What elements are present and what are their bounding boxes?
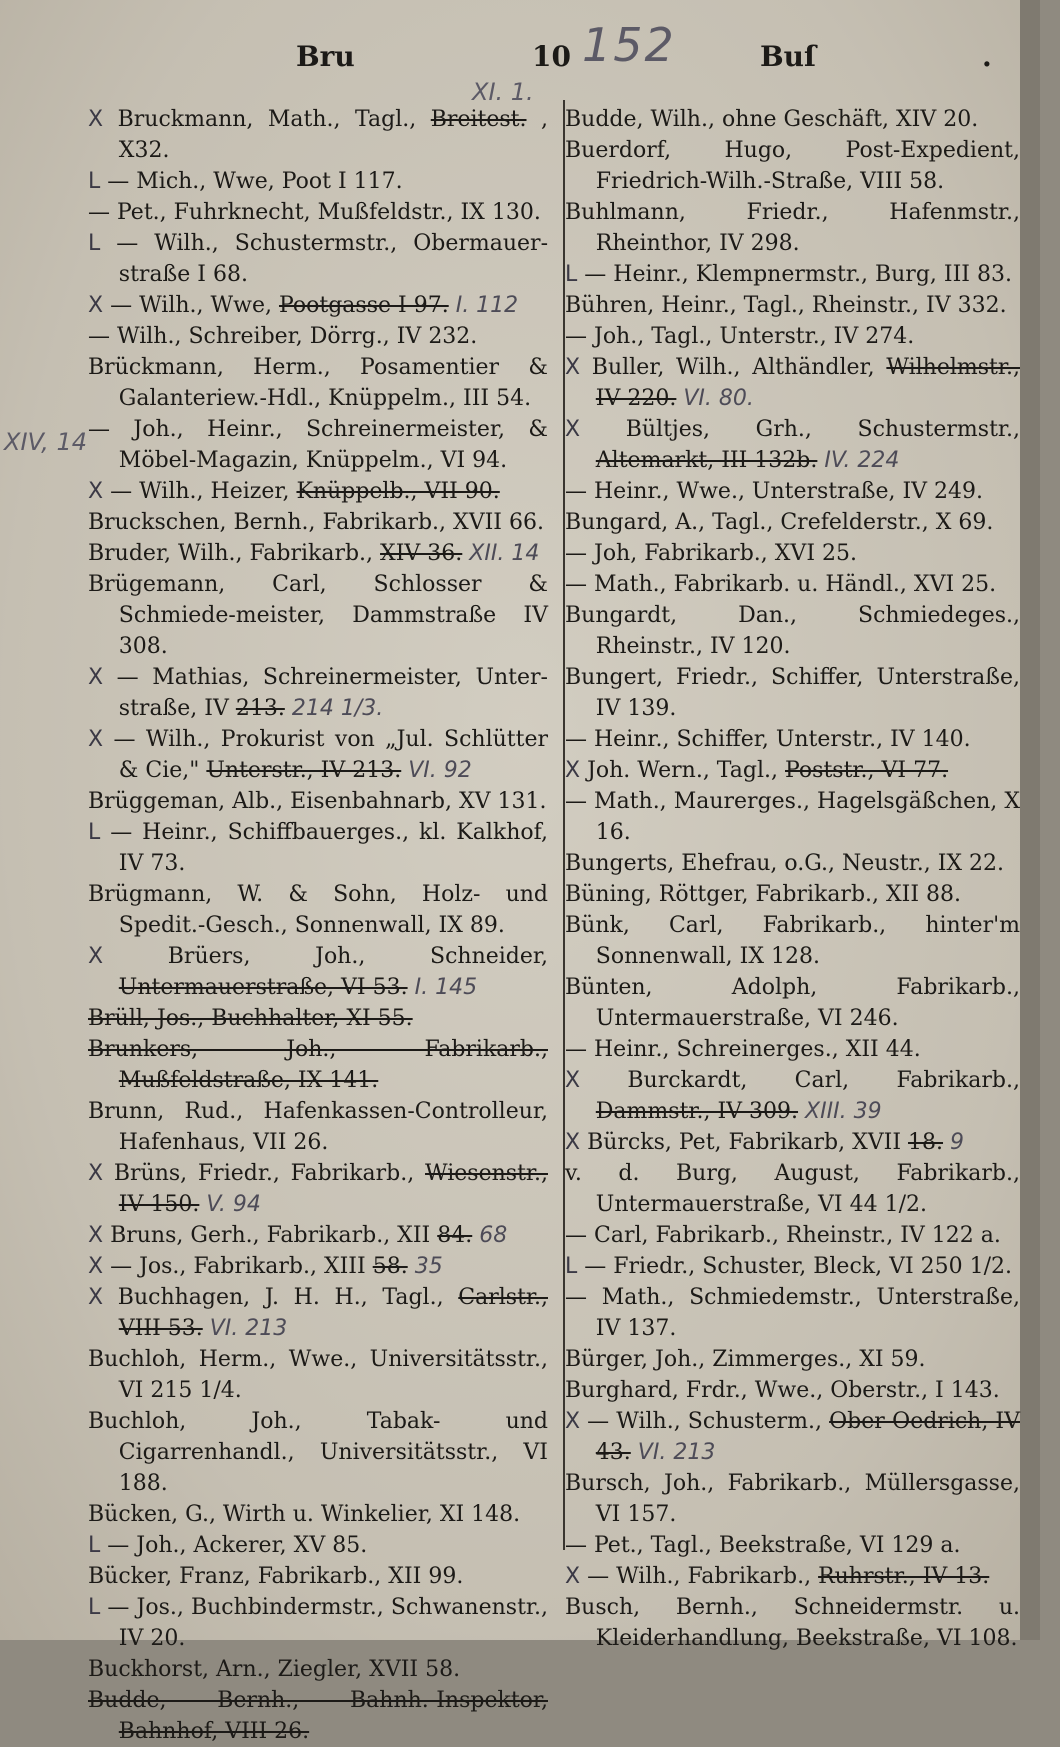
- directory-entry: [88, 1561, 548, 1592]
- directory-entry: [565, 848, 1020, 879]
- directory-entry: [565, 786, 1020, 848]
- entry-text: — Wilh., Schreiber, Dörrg., IV 232.: [88, 324, 478, 349]
- entry-mark: X: [88, 665, 104, 690]
- directory-entry: [88, 1096, 548, 1158]
- entry-text: Bünk, Carl, Fabrikarb., hinter'm Sonnenwall, IX 128.: [565, 913, 1020, 969]
- entry-text: Büning, Röttger, Fabrikarb., XII 88.: [565, 882, 962, 907]
- entry-text: — Pet., Tagl., Beekstraße, VI 129 a.: [565, 1533, 961, 1558]
- entry-text: Brüers, Joh., Schneider,: [167, 944, 548, 969]
- entry-struck-text: Altemarkt, III 132b.: [595, 448, 818, 473]
- entry-text: Brüns, Friedr., Fabrikarb.,: [113, 1161, 415, 1186]
- entry-text: Buhlmann, Friedr., Hafenmstr., Rheinthor, IV 298.: [565, 200, 1020, 256]
- entry-text: Bungert, Friedr., Schiffer, Unterstraße, IV 139.: [565, 665, 1020, 721]
- entry-note: VI. 80.: [683, 386, 754, 411]
- entry-text: — Joh., Heinr., Schreinermeister, & Möbel-Magazin, Knüppelm., VI 94.: [88, 417, 548, 473]
- directory-entry: [88, 1158, 548, 1220]
- entry-note: I. 145: [414, 975, 478, 1000]
- entry-text: — Wilh., Schustermstr., Obermauer-straße I 68.: [116, 231, 548, 287]
- entry-mark: L: [88, 231, 101, 256]
- entry-text: — Friedr., Schuster, Bleck, VI 250 1/2.: [584, 1254, 1013, 1279]
- header-right-keyword: Buſ: [760, 40, 817, 73]
- directory-entry: [88, 1003, 548, 1034]
- entry-mark: X: [565, 1130, 581, 1155]
- directory-entry: [565, 600, 1020, 662]
- directory-entry: [565, 569, 1020, 600]
- directory-entry: [88, 1034, 548, 1096]
- entry-struck-text: Brüll, Jos., Buchhalter, XI 55.: [88, 1006, 413, 1031]
- entry-struck-text: Poststr., VI 77.: [785, 758, 949, 783]
- entry-mark: X: [88, 479, 104, 504]
- entry-text: — Heinr., Schiffer, Unterstr., IV 140.: [565, 727, 971, 752]
- entry-text: Bungerts, Ehefrau, o.G., Neustr., IX 22.: [565, 851, 1005, 876]
- entry-note: 9: [950, 1130, 965, 1155]
- directory-entry: [565, 197, 1020, 259]
- entry-text: Bühren, Heinr., Tagl., Rheinstr., IV 332.: [565, 293, 1007, 318]
- directory-entry: [88, 662, 548, 724]
- entry-text: Bursch, Joh., Fabrikarb., Müllersgasse, VI 157.: [565, 1471, 1020, 1527]
- entry-text: Burckardt, Carl, Fabrikarb.,: [627, 1068, 1021, 1093]
- entry-text: v. d. Burg, August, Fabrikarb., Untermauerstraße, VI 44 1/2.: [565, 1161, 1020, 1217]
- entry-text: — Carl, Fabrikarb., Rheinstr., IV 122 a.: [565, 1223, 1001, 1248]
- directory-entry: [565, 507, 1020, 538]
- entry-text: — Wilh., Fabrikarb.,: [587, 1564, 812, 1589]
- entry-mark: X: [88, 1223, 104, 1248]
- entry-struck-text: Dammstr., IV 309.: [595, 1099, 799, 1124]
- entry-text: — Wilh., Prokurist von „Jul. Schlütter & Cie,": [113, 727, 548, 783]
- directory-entry: [565, 352, 1020, 414]
- entry-mark: X: [565, 417, 581, 442]
- directory-entry: [88, 197, 548, 228]
- directory-entry: [565, 1127, 1020, 1158]
- directory-entry: [88, 290, 548, 321]
- entry-text: Bungard, A., Tagl., Crefelderstr., X 69.: [565, 510, 994, 535]
- directory-entry: [88, 166, 548, 197]
- entry-note: 35: [414, 1254, 443, 1279]
- entry-mark: X: [565, 355, 581, 380]
- directory-entry: [565, 662, 1020, 724]
- directory-entry: [88, 104, 548, 166]
- entry-text: Brunn, Rud., Hafenkassen-Controlleur, Hafenhaus, VII 26.: [88, 1099, 548, 1155]
- entry-text: Burghard, Frdr., Wwe., Oberstr., I 143.: [565, 1378, 1000, 1403]
- entry-text: — Heinr., Klempnermstr., Burg, III 83.: [584, 262, 1012, 287]
- entry-mark: X: [88, 944, 104, 969]
- entry-struck-text: Breitest.: [430, 107, 527, 132]
- entry-struck-text: Ober-Oedrich, IV 43.: [595, 1409, 1020, 1465]
- entry-mark: L: [88, 1595, 101, 1620]
- header-dot: .: [982, 40, 992, 73]
- entry-mark: L: [88, 1533, 101, 1558]
- directory-entry: [565, 1282, 1020, 1344]
- entry-struck-text: Unterstr., IV 213.: [206, 758, 402, 783]
- entry-text: Bruder, Wilh., Fabrikarb.,: [88, 541, 374, 566]
- entry-text: Bruckschen, Bernh., Fabrikarb., XVII 66.: [88, 510, 544, 535]
- entry-struck-text: Untermauerstraße, VI 53.: [118, 975, 408, 1000]
- directory-entry: [565, 414, 1020, 476]
- directory-entry: [565, 910, 1020, 972]
- entry-text: Buchloh, Herm., Wwe., Universitätsstr., VI 215 1/4.: [88, 1347, 548, 1403]
- entry-text: — Heinr., Wwe., Unterstraße, IV 249.: [565, 479, 984, 504]
- directory-entry: [565, 879, 1020, 910]
- directory-entry: [565, 321, 1020, 352]
- entry-text: Bürcks, Pet, Fabrikarb, XVII: [587, 1130, 902, 1155]
- directory-entry: [88, 1220, 548, 1251]
- directory-entry: [88, 507, 548, 538]
- directory-entry: [565, 1468, 1020, 1530]
- entry-mark: X: [88, 107, 104, 132]
- entry-struck-text: Wiesenstr., IV 150.: [118, 1161, 548, 1217]
- directory-entry: [88, 352, 548, 414]
- directory-entry: [565, 1375, 1020, 1406]
- entry-note: VI. 213: [209, 1316, 288, 1341]
- directory-entry: [565, 1251, 1020, 1282]
- entry-text: Bünten, Adolph, Fabrikarb., Untermauerstraße, VI 246.: [565, 975, 1020, 1031]
- directory-entry: [88, 1282, 548, 1344]
- entry-note: 68: [479, 1223, 508, 1248]
- entry-mark: X: [88, 1161, 104, 1186]
- entry-note: VI. 213: [637, 1440, 716, 1465]
- entry-struck-text: XIV 36.: [380, 541, 463, 566]
- entry-text: Budde, Wilh., ohne Geschäft, XIV 20.: [565, 107, 979, 132]
- entry-mark: X: [88, 727, 104, 752]
- entry-mark: X: [565, 1409, 581, 1434]
- directory-entry: [565, 1530, 1020, 1561]
- entry-text: Buerdorf, Hugo, Post-Expedient, Friedrich-Wilh.-Straße, VIII 58.: [565, 138, 1020, 194]
- directory-entry: [88, 538, 548, 569]
- entry-mark: L: [565, 1254, 578, 1279]
- entry-text: — Jos., Fabrikarb., XIII: [110, 1254, 366, 1279]
- directory-entry: [88, 1251, 548, 1282]
- directory-entry: [88, 228, 548, 290]
- entry-text: Brügemann, Carl, Schlosser & Schmiede-meister, Dammstraße IV 308.: [88, 572, 548, 659]
- margin-note: XIV, 14: [4, 428, 87, 456]
- entry-struck-text: 84.: [437, 1223, 473, 1248]
- entry-struck-text: Budde, Bernh., Bahnh.-Inspektor, Bahnhof, VIII 26.: [88, 1688, 548, 1744]
- directory-entry: [565, 755, 1020, 786]
- entry-text: — Jos., Buchbindermstr., Schwanenstr., IV 20.: [107, 1595, 548, 1651]
- entry-text: Buchloh, Joh., Tabak- und Cigarrenhandl., Universitätsstr., VI 188.: [88, 1409, 548, 1496]
- directory-entry: [88, 476, 548, 507]
- directory-entry: [88, 1406, 548, 1499]
- entry-mark: X: [88, 293, 104, 318]
- entry-text: Buller, Wilh., Althändler,: [591, 355, 875, 380]
- directory-entry: [88, 1592, 548, 1654]
- header-left-keyword: Bru: [296, 40, 355, 73]
- entry-text: Joh. Wern., Tagl.,: [587, 758, 778, 783]
- directory-entry: [565, 290, 1020, 321]
- directory-entry: [565, 1065, 1020, 1127]
- entry-text: Bücken, G., Wirth u. Winkelier, XI 148.: [88, 1502, 521, 1527]
- entry-text: — Heinr., Schreinerges., XII 44.: [565, 1037, 921, 1062]
- entry-mark: X: [88, 1254, 104, 1279]
- entry-text: Buckhorst, Arn., Ziegler, XVII 58.: [88, 1657, 461, 1682]
- entry-struck-text: Brunkers, Joh., Fabrikarb., Mußfeldstraße, IX 141.: [88, 1037, 548, 1093]
- entry-text: — Math., Maurerges., Hagelsgäßchen, X 16.: [565, 789, 1020, 845]
- entry-text: Bruns, Gerh., Fabrikarb., XII: [110, 1223, 431, 1248]
- entry-text: Busch, Bernh., Schneidermstr. u. Kleiderhandlung, Beekstraße, VI 108.: [565, 1595, 1020, 1651]
- entry-note: I. 112: [455, 293, 519, 318]
- entry-text: Bültjes, Grh., Schustermstr.,: [625, 417, 1020, 442]
- entry-rest: , X32.: [118, 107, 549, 163]
- right-column: [565, 104, 1020, 1654]
- directory-entry: [88, 1654, 548, 1685]
- directory-entry: [565, 1344, 1020, 1375]
- entry-text: — Wilh., Schusterm.,: [587, 1409, 822, 1434]
- entry-text: Bücker, Franz, Fabrikarb., XII 99.: [88, 1564, 464, 1589]
- pencil-page-number: 152: [582, 18, 676, 72]
- directory-entry: [88, 321, 548, 352]
- entry-text: — Math., Schmiedemstr., Unterstraße, IV 137.: [565, 1285, 1020, 1341]
- entry-text: Brückmann, Herm., Posamentier & Galanteriew.-Hdl., Knüppelm., III 54.: [88, 355, 548, 411]
- entry-text: — Pet., Fuhrknecht, Mußfeldstr., IX 130.: [88, 200, 541, 225]
- directory-entry: [88, 1499, 548, 1530]
- directory-entry: [565, 1592, 1020, 1654]
- entry-struck-text: 58.: [372, 1254, 408, 1279]
- entry-mark: X: [88, 1285, 104, 1310]
- entry-struck-text: Carlstr., VIII 53.: [118, 1285, 548, 1341]
- directory-entry: [88, 817, 548, 879]
- directory-entry: [565, 1561, 1020, 1592]
- directory-entry: [565, 972, 1020, 1034]
- entry-text: — Wilh., Heizer,: [110, 479, 290, 504]
- entry-text: — Math., Fabrikarb. u. Händl., XVI 25.: [565, 572, 997, 597]
- entry-note: XII. 14: [469, 541, 540, 566]
- column-top-note: XI. 1.: [472, 78, 534, 106]
- entry-text: Bungardt, Dan., Schmiedeges., Rheinstr., IV 120.: [565, 603, 1020, 659]
- directory-entry: [565, 476, 1020, 507]
- directory-entry: [88, 1530, 548, 1561]
- entry-struck-text: Pootgasse I 97.: [278, 293, 449, 318]
- entry-struck-text: 18.: [908, 1130, 944, 1155]
- entry-text: Bruckmann, Math., Tagl.,: [117, 107, 417, 132]
- directory-entry: [565, 1406, 1020, 1468]
- directory-entry: [565, 1034, 1020, 1065]
- entry-text: — Wilh., Wwe,: [110, 293, 272, 318]
- entry-note: VI. 92: [408, 758, 472, 783]
- directory-entry: [565, 259, 1020, 290]
- page-number: 10: [532, 40, 571, 73]
- entry-note: XIII. 39: [805, 1099, 882, 1124]
- entry-struck-text: 213.: [235, 696, 285, 721]
- entry-text: — Heinr., Schiffbauerges., kl. Kalkhof, IV 73.: [110, 820, 548, 876]
- entry-note: IV. 224: [824, 448, 900, 473]
- directory-entry: [565, 1220, 1020, 1251]
- entry-struck-text: Ruhrstr., IV 13.: [818, 1564, 990, 1589]
- directory-entry: [88, 941, 548, 1003]
- left-column: [88, 104, 548, 1747]
- directory-entry: [565, 1158, 1020, 1220]
- entry-mark: X: [565, 1068, 581, 1093]
- entry-text: — Joh, Fabrikarb., XVI 25.: [565, 541, 857, 566]
- entry-text: — Mich., Wwe, Poot I 117.: [107, 169, 403, 194]
- entry-text: — Joh., Tagl., Unterstr., IV 274.: [565, 324, 915, 349]
- entry-text: Bürger, Joh., Zimmerges., XI 59.: [565, 1347, 926, 1372]
- directory-entry: [565, 724, 1020, 755]
- directory-entry: [88, 414, 548, 476]
- directory-entry: [88, 879, 548, 941]
- entry-text: Buchhagen, J. H. H., Tagl.,: [117, 1285, 444, 1310]
- directory-entry: [88, 1344, 548, 1406]
- directory-entry: [88, 569, 548, 662]
- entry-struck-text: Knüppelb., VII 90.: [296, 479, 500, 504]
- directory-entry: [565, 104, 1020, 135]
- entry-mark: L: [88, 820, 101, 845]
- entry-note: V. 94: [206, 1192, 261, 1217]
- entry-struck-text: Wilhelmstr., IV 220.: [595, 355, 1020, 411]
- directory-entry: [565, 135, 1020, 197]
- directory-entry: [88, 724, 548, 786]
- entry-text: — Mathias, Schreinermeister, Unter-straße, IV: [116, 665, 548, 721]
- entry-text: Brügmann, W. & Sohn, Holz- und Spedit.-Gesch., Sonnenwall, IX 89.: [88, 882, 548, 938]
- entry-mark: X: [565, 758, 581, 783]
- page-edge: [1020, 0, 1040, 1640]
- entry-text: — Joh., Ackerer, XV 85.: [107, 1533, 368, 1558]
- entry-mark: X: [565, 1564, 581, 1589]
- entry-text: Brüggeman, Alb., Eisenbahnarb, XV 131.: [88, 789, 547, 814]
- entry-mark: L: [565, 262, 578, 287]
- entry-mark: L: [88, 169, 101, 194]
- directory-entry: [565, 538, 1020, 569]
- directory-entry: [88, 786, 548, 817]
- entry-note: 214 1/3.: [291, 696, 384, 721]
- directory-entry: [88, 1685, 548, 1747]
